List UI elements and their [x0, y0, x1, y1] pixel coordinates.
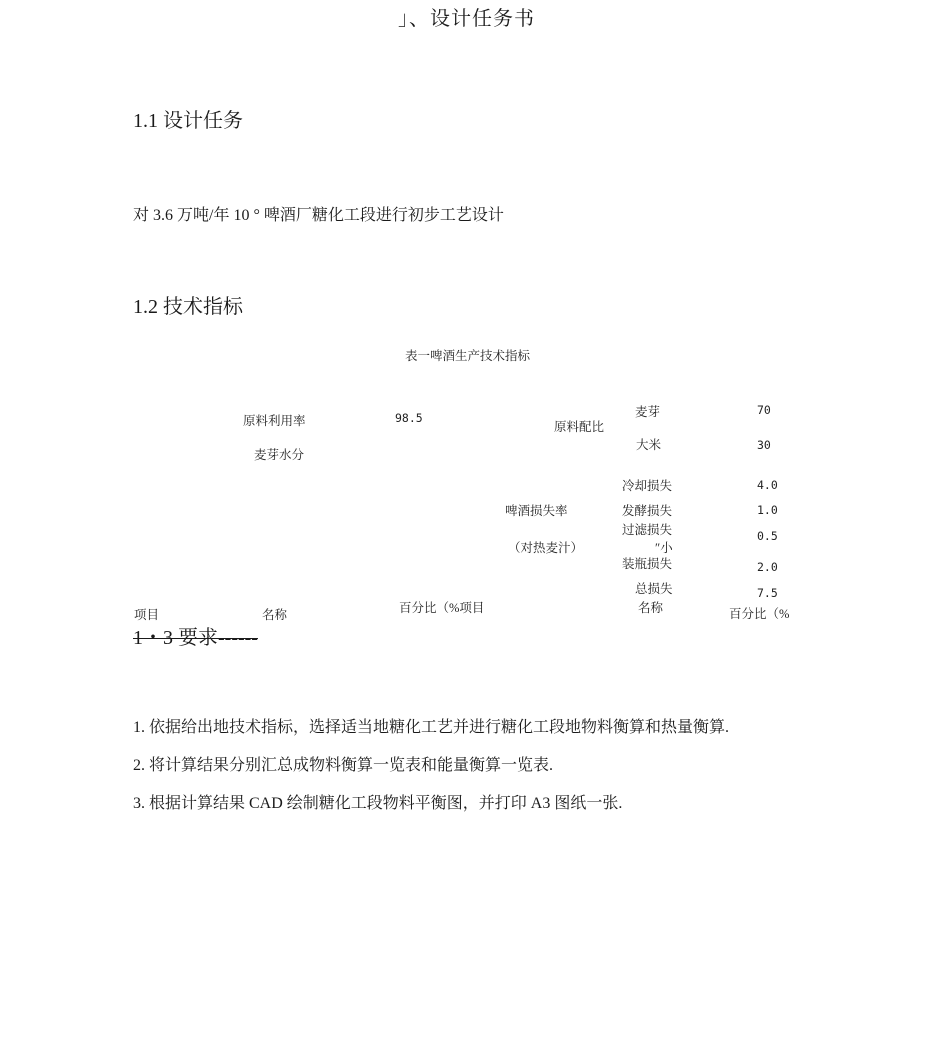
raw-util-value: 98.5 [395, 411, 423, 425]
bottling-loss-value: 2.0 [757, 560, 778, 574]
filter-loss-extra: ″小 [655, 541, 673, 555]
filter-loss-value: 0.5 [757, 529, 778, 543]
malt-moisture-label: 麦芽水分 [254, 448, 305, 462]
rice-label: 大米 [636, 438, 662, 452]
ferment-loss-value: 1.0 [757, 503, 778, 517]
table-caption: 表一啤酒生产技术指标 [405, 349, 531, 363]
design-task-text: 对 3.6 万吨/年 10 ° 啤酒厂糖化工段进行初步工艺设计 [133, 207, 504, 224]
header-pct: 百分比（% [729, 607, 790, 621]
header-pct-item: 百分比（%项目 [399, 601, 485, 615]
cooling-loss-label: 冷却损失 [622, 479, 673, 493]
requirement-item-3: 3. 根据计算结果 CAD 绘制糖化工段物料平衡图，并打印 A3 图纸一张. [133, 795, 623, 812]
rice-value: 30 [757, 438, 771, 452]
filter-loss-label: 过滤损失 [622, 523, 673, 537]
requirement-item-1: 1. 依据给出地技术指标，选择适当地糖化工艺并进行糖化工段地物料衡算和热量衡算. [133, 719, 730, 736]
header-name: 名称 [262, 608, 288, 622]
header-item: 项目 [134, 608, 160, 622]
bottling-loss-label: 装瓶损失 [622, 557, 673, 571]
malt-label: 麦芽 [635, 405, 661, 419]
total-loss-value: 7.5 [757, 586, 778, 600]
requirement-item-2: 2. 将计算结果分别汇总成物料衡算一览表和能量衡算一览表. [133, 757, 554, 774]
header-name-2: 名称 [638, 601, 664, 615]
beer-loss-sub: （对热麦汁） [508, 541, 584, 555]
cooling-loss-value: 4.0 [757, 478, 778, 492]
section-heading-design-task: 1.1 设计任务 [133, 110, 243, 132]
ferment-loss-label: 发酵损失 [622, 504, 673, 518]
malt-value: 70 [757, 403, 771, 417]
document-title: 」、设计任务书 [398, 8, 535, 30]
section-heading-tech-indicators: 1.2 技术指标 [133, 296, 243, 318]
beer-loss-label: 啤酒损失率 [505, 504, 568, 518]
total-loss-label: 总损失 [635, 582, 673, 596]
raw-ratio-label: 原料配比 [554, 420, 605, 434]
raw-util-label: 原料利用率 [243, 414, 306, 428]
section-heading-requirements: 1・3 要求------ [133, 627, 258, 649]
